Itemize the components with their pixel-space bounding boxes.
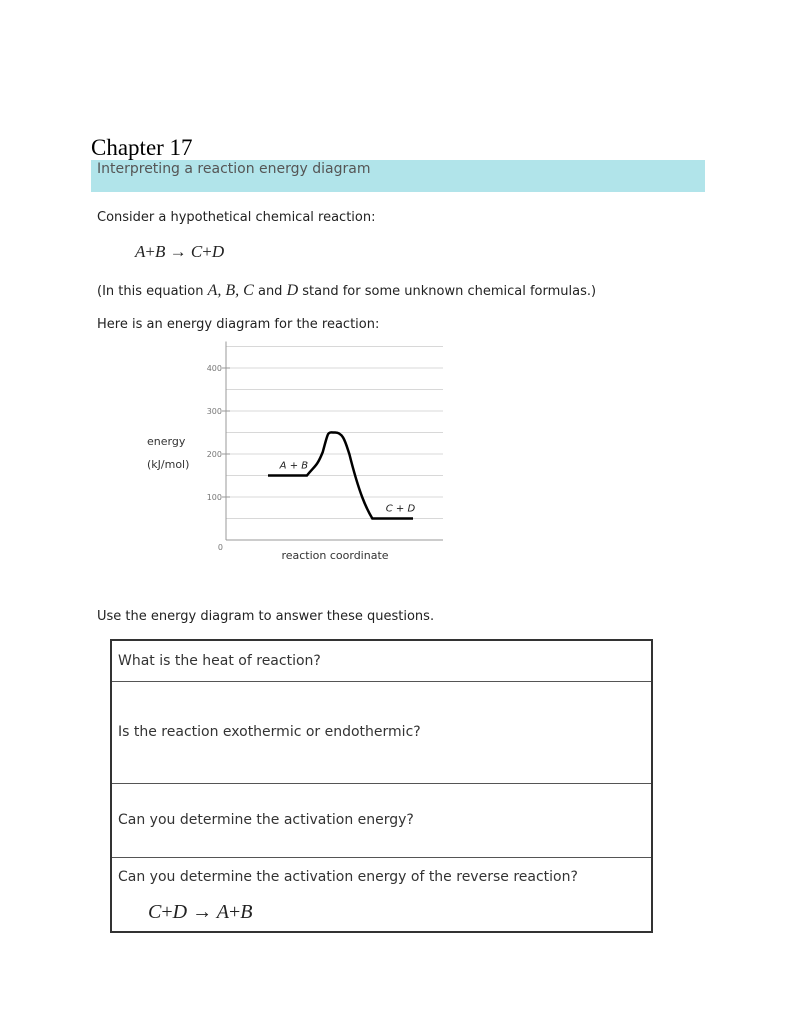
y-tick-label: 300 bbox=[206, 407, 222, 416]
x-axis-label: reaction coordinate bbox=[281, 549, 389, 562]
rev-arrow: → bbox=[192, 901, 213, 923]
rev-c: C bbox=[148, 901, 162, 923]
banner-title: Interpreting a reaction energy diagram bbox=[97, 161, 371, 177]
note-suffix: stand for some unknown chemical formulas.) bbox=[298, 284, 597, 299]
y-tick-label: 200 bbox=[206, 450, 222, 459]
products-label: C + D bbox=[385, 503, 416, 515]
y-tick-label: 0 bbox=[217, 543, 223, 552]
questions-table bbox=[110, 639, 653, 933]
intro-text: Consider a hypothetical chemical reaction: bbox=[97, 210, 376, 225]
question-row bbox=[112, 641, 651, 682]
eq-c: C bbox=[190, 242, 203, 261]
question-text: Is the reaction exothermic or endothermic? bbox=[118, 724, 421, 740]
reactants-label: A + B bbox=[279, 460, 309, 472]
eq-b: B bbox=[154, 242, 166, 261]
reverse-equation bbox=[148, 901, 252, 924]
chapter-title: Chapter 17 bbox=[91, 135, 193, 160]
eq-arrow: → bbox=[169, 242, 187, 261]
y-tick-label: 400 bbox=[206, 364, 222, 373]
note-and: and bbox=[253, 284, 287, 299]
question-text: Can you determine the activation energy of the reverse reaction? bbox=[118, 869, 578, 885]
rev-a: A bbox=[216, 901, 229, 923]
eq-plus-1: + bbox=[145, 242, 155, 261]
question-text: Can you determine the activation energy? bbox=[118, 812, 414, 828]
y-axis-label: energy bbox=[147, 435, 186, 448]
y-axis-label-unit: (kJ/mol) bbox=[147, 458, 190, 471]
eq-a: A bbox=[135, 242, 146, 261]
eq-plus-2: + bbox=[202, 242, 212, 261]
note-prefix: (In this equation bbox=[97, 284, 208, 299]
diagram-intro: Here is an energy diagram for the reaction: bbox=[97, 317, 380, 332]
question-row bbox=[112, 783, 651, 858]
note-vars: A, B, C bbox=[207, 282, 254, 299]
rev-plus-2: + bbox=[228, 901, 241, 923]
eq-d: D bbox=[211, 242, 225, 261]
question-text: What is the heat of reaction? bbox=[118, 653, 321, 669]
rev-d: D bbox=[172, 901, 188, 923]
rev-b: B bbox=[240, 901, 253, 923]
questions-intro: Use the energy diagram to answer these questions. bbox=[97, 609, 435, 624]
y-tick-label: 100 bbox=[206, 493, 222, 502]
question-row bbox=[112, 857, 651, 931]
note-var-d: D bbox=[286, 282, 299, 299]
question-row bbox=[112, 681, 651, 784]
rev-plus-1: + bbox=[161, 901, 173, 923]
